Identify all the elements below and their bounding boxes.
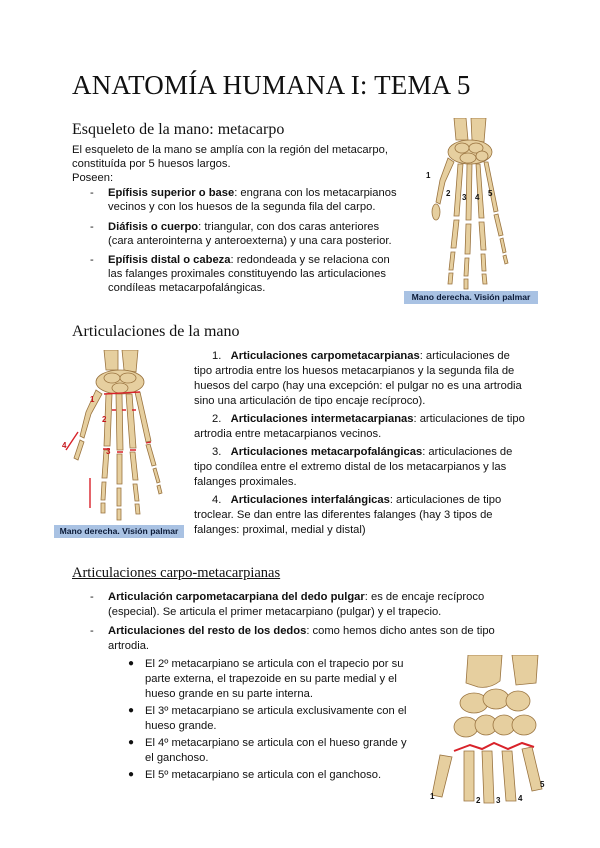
articulaciones-item-1-line-4: sino una articulación de tipo encaje recíproco).	[194, 395, 426, 407]
metacarpo-item-2-line-1	[108, 220, 379, 235]
term: Epífisis superior o base	[108, 187, 235, 199]
bullet-dot: ●	[128, 658, 135, 669]
carpo-bullet-1-line-1: El 2º metacarpiano se articula con el trapecio por su	[145, 658, 404, 670]
carpo-bullet-2-line-1: El 3º metacarpiano se articula exclusivamente con el	[145, 705, 407, 717]
list-dash: -	[90, 625, 94, 637]
metacarpo-heading: Esqueleto de la mano: metacarpo	[72, 121, 285, 138]
figure3-label-5: 5	[540, 780, 545, 789]
carpo-item-1-line-2: (especial). Se articula el primer metacarpiano (pulgar) y el trapecio.	[108, 606, 442, 618]
articulaciones-item-2-line-2: artrodia entre metacarpianos vecinos.	[194, 428, 382, 440]
list-dash: -	[90, 254, 94, 266]
metacarpo-item-2-line-2: (cara anterointerna y anteroexterna) y una cara posterior.	[108, 235, 392, 247]
figure-label-1: 1	[426, 171, 431, 180]
bullet-dot: ●	[128, 705, 135, 716]
metacarpo-intro-line-2: constituída por 5 huesos largos.	[72, 158, 231, 170]
articulaciones-item-3-line-1	[212, 445, 512, 460]
figure3-label-4: 4	[518, 794, 523, 803]
text: : como hemos dicho antes son de tipo	[306, 625, 495, 637]
term: Articulaciones carpometacarpianas	[230, 350, 420, 362]
carpo-item-2-line-1	[108, 624, 495, 639]
text: : articulaciones de	[422, 446, 513, 458]
term: Articulaciones del resto de los dedos	[108, 625, 307, 637]
figure-label-5: 5	[488, 189, 493, 198]
wrist-carpometacarpal-figure	[424, 655, 554, 805]
carpo-bullet-1-line-3: hueso grande en su parte interna.	[145, 688, 313, 700]
carpo-bullet-3-line-2: el ganchoso.	[145, 752, 209, 764]
figure-label-2: 2	[446, 189, 451, 198]
metacarpo-intro-line-3: Poseen:	[72, 172, 114, 184]
term: Articulaciones interfalángicas	[230, 494, 390, 506]
carpo-bullet-4-line-1: El 5º metacarpiano se articula con el ganchoso.	[145, 769, 382, 781]
metacarpo-intro-line-1: El esqueleto de la mano se amplía con la región del metacarpo,	[72, 144, 388, 156]
bullet-dot: ●	[128, 737, 135, 748]
metacarpo-item-3-line-2: las falanges proximales constituyendo las articulaciones	[108, 268, 386, 280]
term: Articulación carpometacarpiana del dedo pulgar	[108, 591, 365, 603]
text: : articulaciones de tipo	[389, 494, 502, 506]
hand-skeleton-figure-2	[60, 350, 190, 522]
metacarpo-item-3-line-1	[108, 253, 390, 268]
articulaciones-item-1-line-2: tipo artrodia entre los huesos metacarpianos y la segunda fila de	[194, 365, 515, 377]
figure-1-caption: Mano derecha. Visión palmar	[404, 291, 538, 304]
item-number: 1.	[212, 350, 222, 362]
figure3-label-2: 2	[476, 796, 481, 805]
metacarpo-item-1-line-1	[108, 186, 397, 201]
figure2-label-3: 3	[106, 447, 111, 456]
text: : articulaciones de	[419, 350, 510, 362]
figure2-label-2: 2	[102, 415, 107, 424]
articulaciones-heading: Articulaciones de la mano	[72, 323, 240, 340]
articulaciones-item-2-line-1	[212, 412, 525, 427]
term: Epífisis distal o cabeza	[108, 254, 231, 266]
list-dash: -	[90, 221, 94, 233]
text: : redondeada y se relaciona con	[230, 254, 390, 266]
carpo-bullet-2-line-2: hueso grande.	[145, 720, 217, 732]
term: Articulaciones metacarpofalángicas	[230, 446, 423, 458]
metacarpo-item-1-line-2: vecinos y con los huesos de la segunda fila del carpo.	[108, 201, 376, 213]
carpo-item-1-line-1	[108, 590, 484, 605]
articulaciones-item-4-line-2: troclear. Se dan entre las diferentes falanges (hay 3 tipos de	[194, 509, 493, 521]
item-number: 4.	[212, 494, 222, 506]
item-number: 2.	[212, 413, 222, 425]
articulaciones-item-3-line-3: falanges proximales.	[194, 476, 297, 488]
bullet-dot: ●	[128, 769, 135, 780]
term: Articulaciones intermetacarpianas	[230, 413, 414, 425]
figure-label-3: 3	[462, 193, 467, 202]
hand-skeleton-figure-1	[414, 118, 526, 290]
figure3-label-1: 1	[430, 792, 435, 801]
carpo-bullet-3-line-1: El 4º metacarpiano se articula con el hueso grande y	[145, 737, 407, 749]
figure3-label-3: 3	[496, 796, 501, 805]
text: : es de encaje recíproco	[364, 591, 485, 603]
figure2-label-1: 1	[90, 395, 95, 404]
carpo-item-2-line-2: artrodia.	[108, 640, 150, 652]
term: Diáfisis o cuerpo	[108, 221, 199, 233]
articulaciones-item-1-line-1	[212, 349, 510, 364]
text: : triangular, con dos caras anteriores	[198, 221, 380, 233]
text: : engrana con los metacarpianos	[234, 187, 397, 199]
carpo-bullet-1-line-2: parte externa, el trapezoide en su parte medial y el	[145, 673, 397, 685]
figure-label-4: 4	[475, 193, 480, 202]
figure2-label-4: 4	[62, 441, 67, 450]
articulaciones-item-4-line-3: falanges: proximal, medial y distal)	[194, 524, 366, 536]
articulaciones-item-3-line-2: tipo condílea entre el extremo distal de los metacarpianos y las	[194, 461, 507, 473]
item-number: 3.	[212, 446, 222, 458]
list-dash: -	[90, 591, 94, 603]
figure-2-caption: Mano derecha. Visión palmar	[54, 525, 184, 538]
list-dash: -	[90, 187, 94, 199]
text: : articulaciones de tipo	[413, 413, 525, 425]
page-title: ANATOMÍA HUMANA I: TEMA 5	[72, 70, 471, 100]
metacarpo-item-3-line-3: condíleas metacarpofalángicas.	[108, 282, 266, 294]
articulaciones-item-1-line-3: huesos del carpo (hay una excepción: el pulgar no es una artrodia	[194, 380, 522, 392]
articulaciones-item-4-line-1	[212, 493, 501, 508]
carpo-heading: Articulaciones carpo-metacarpianas	[72, 565, 281, 581]
